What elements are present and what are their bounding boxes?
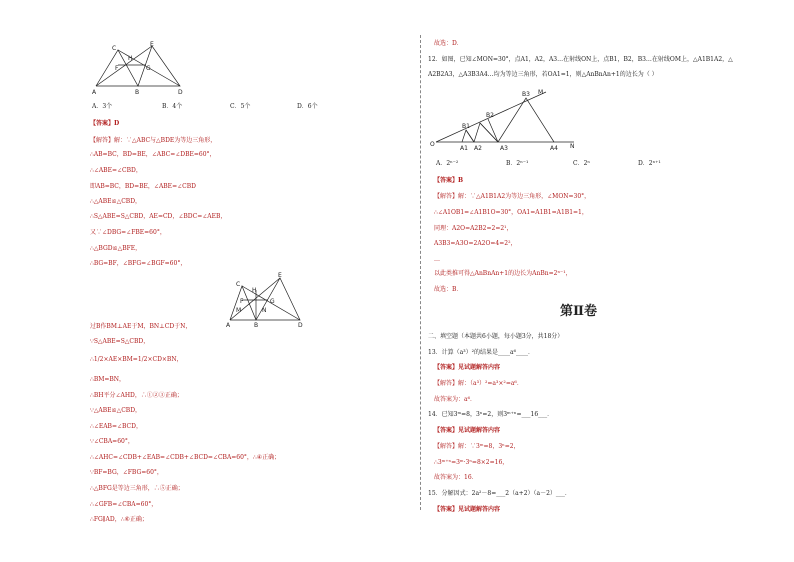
solution-line: ∵△ABE≌△CBD， [90,407,142,414]
solution-line: ∴BG=BF，∠BFG=∠BGF=60°， [90,260,187,267]
option-a: A．3个 [92,103,113,110]
label-F: F [115,65,119,72]
solution-line: ∴BM=BN， [90,376,126,383]
figure-triangles-2 [226,270,306,328]
label-D: D [178,89,183,94]
solution-line: 过B作BM⊥AE于M，BN⊥CD于N， [90,323,192,330]
solution-line: ∴△BFG是等边三角形，∴⑤正确； [90,485,184,492]
solution-line: ∴3ᵐ⁺ⁿ=3ᵐ·3ⁿ=8×2=16， [434,459,509,466]
label-G: G [146,65,151,72]
solution-line: 故选：B． [434,286,463,293]
solution-line: ∴∠A1OB1=∠A1B1O=30°，OA1=A1B1=A1B1=1， [434,209,588,216]
option-b: B．4个 [162,103,183,110]
solution-line: 故答案为：16． [434,474,478,481]
right-column [428,0,758,562]
question-15: 15．分解因式：2a²－8=___2（a+2）（a－2）___． [428,490,571,497]
solution-line: ∴AB=BC，BD=BE，∠ABC=∠DBE=60°， [90,151,216,158]
option-b: B．2ⁿ⁻¹ [506,160,529,167]
answer-11: 【答案】D [90,120,120,127]
option-d: D．2ⁿ⁺¹ [638,160,661,167]
solution-line: ∴△ABE≌△CBD， [90,198,142,205]
label-A: A [92,89,97,94]
solution-line: ∵BF=BG，∠FBG=60°， [90,469,163,476]
question-14: 14．已知3ᵐ=8，3ⁿ=2，则3ᵐ⁺ⁿ=___16___． [428,411,554,418]
answer-15: 【答案】见试题解答内容 [434,506,501,513]
solution-line: ∴∠GFB=∠CBA=60°， [90,501,158,508]
fill-in-section-header: 二、填空题（本题共6小题，每小题3分，共18分） [428,333,564,340]
solution-line: 【解答】解：∵△ABC与△BDE为等边三角形， [90,137,217,144]
figure-triangles-1 [90,38,200,94]
label-E: E [150,41,154,48]
solution-line: 又∵∠DBG=∠FBE=60°， [90,229,166,236]
solution-line: ∴∠ABE=∠CBD， [90,167,142,174]
label-A: A [226,322,231,328]
answer-14: 【答案】见试题解答内容 [434,427,501,434]
solution-line: 【解答】解：（a³）²=a³×²=a⁶． [434,380,523,387]
label-B: B [135,89,140,94]
label-B: B [254,322,259,328]
label-F: F [240,298,244,305]
option-c: C．5个 [230,103,251,110]
label-M: M [236,307,242,314]
solution-line: ∴△BGD≌△BFE， [90,245,142,252]
option-a: A．2ⁿ⁻² [436,160,459,167]
question-12: 12．如图，已知∠MON=30°，点A1，A2，A3…在射线ON上，点B1，B2，B3…在射线OM上，△A1B1A2，△ [428,56,733,63]
solution-line: 【解答】解：∵3ᵐ=8，3ⁿ=2， [434,443,520,450]
solution-line: … [434,256,440,263]
label-H: H [128,55,133,62]
solution-line: ∵S△ABE=S△CBD， [90,338,150,345]
label-N: N [262,307,267,314]
solution-line: 即AB=BC，BD=BE，∠ABE=∠CBD [90,183,196,190]
label-C: C [236,281,241,288]
left-column [90,0,390,562]
label-A4: A4 [550,145,558,152]
label-A2: A2 [474,145,482,152]
solution-line: A3B3=A3O=2A2O=4=2²， [434,240,517,247]
solution-line: ∴1/2×AE×BM=1/2×CD×BN， [90,356,183,363]
solution-line: ∴S△ABE=S△CBD，AE=CD，∠BDC=∠AEB， [90,213,227,220]
section-title: 第Ⅱ卷 [560,304,597,319]
solution-line: ∴∠AHC=∠CDB+∠EAB=∠CDB+∠BCD=∠CBA=60°，∴④正确； [90,454,281,461]
label-A3: A3 [500,145,508,152]
answer-12: 【答案】B [434,177,464,184]
solution-line: 以此类推可得△AnBnAn+1的边长为AnBn=2ⁿ⁻¹， [434,270,572,277]
label-N: N [570,143,575,150]
label-G: G [270,298,275,305]
answer-13: 【答案】见试题解答内容 [434,364,501,371]
option-c: C．2ⁿ [573,160,591,167]
label-E: E [278,272,282,279]
solution-line: ∴FG∥AD，∴⑥正确； [90,516,148,523]
figure-rays [428,86,578,152]
solution-line: 同理：A2O=A2B2=2=2¹， [434,225,513,232]
question-12-cont: A2B2A3，△A3B3A4…均为等边三角形，若OA1=1，则△AnBnAn+1的边长为（ ） [428,71,658,78]
label-O: O [430,141,435,148]
prev-answer-choice: 故选：D． [434,40,463,47]
label-H: H [252,287,257,294]
label-M: M [538,89,544,96]
label-B2: B2 [486,112,494,119]
label-B1: B1 [462,123,470,130]
column-divider [420,35,421,510]
question-13: 13．计算（a³）²的结果是____a⁶____． [428,349,535,356]
label-B3: B3 [522,91,530,98]
solution-line: ∴∠EAB=∠BCD， [90,423,142,430]
solution-line: ∵∠CBA=60°， [90,438,134,445]
option-d: D．6个 [297,103,318,110]
solution-line: 【解答】解：∵△A1B1A2为等边三角形，∠MON=30°， [434,193,591,200]
label-C: C [112,45,117,52]
label-D: D [298,322,303,328]
solution-line: ∴BH平分∠AHD，∴①②③正确； [90,392,183,399]
label-A1: A1 [460,145,468,152]
solution-line: 故答案为：a⁶． [434,396,476,403]
